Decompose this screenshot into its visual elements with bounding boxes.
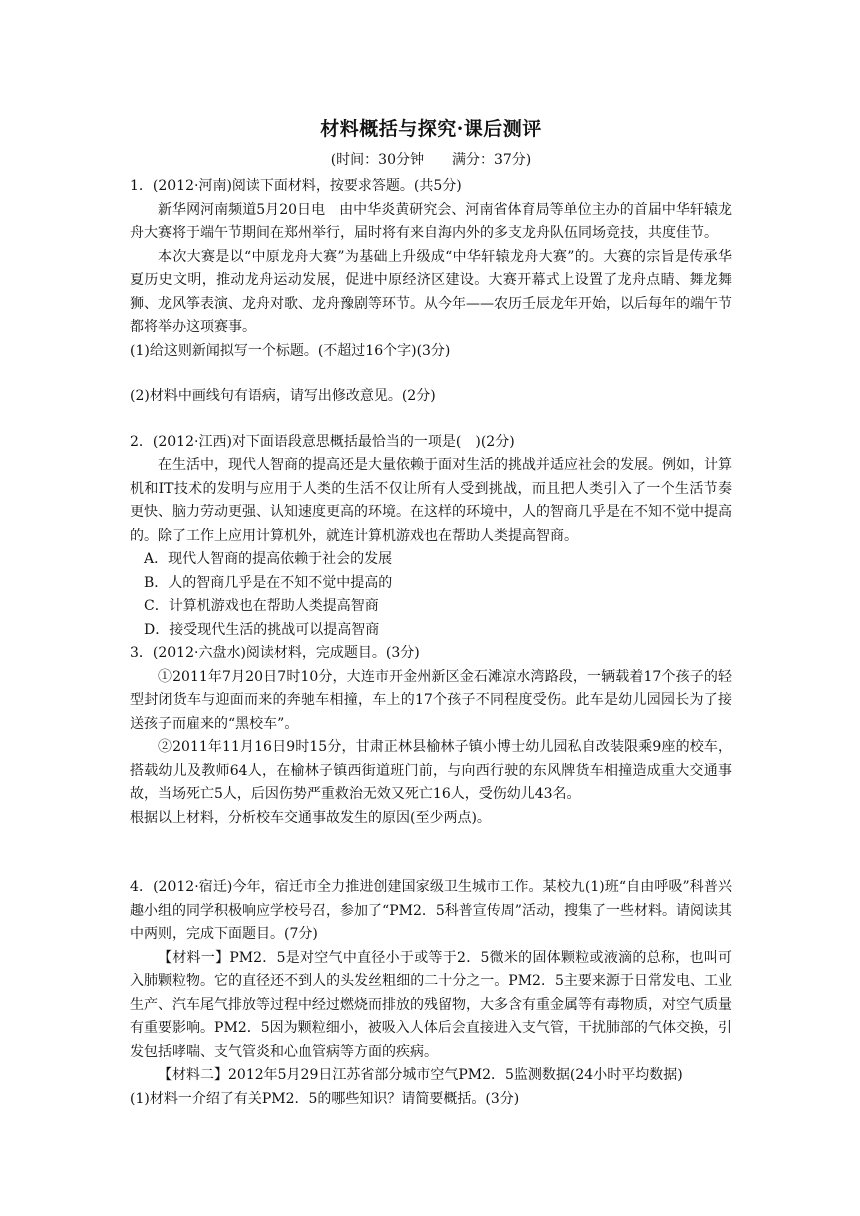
question-1-paragraph-1: 新华网河南频道5月20日电 由中华炎黄研究会、河南省体育局等单位主办的首届中华轩辕龙舟大赛将于端午节期间在郑州举行，届时将有来自海内外的多支龙舟队伍同场竞技，共度佳节。: [130, 201, 732, 241]
question-4: [130, 876, 732, 1111]
question-2-head: 2．(2012·江西)对下面语段意思概括最恰当的一项是( )(2分): [130, 433, 515, 450]
question-3-head: 3．(2012·六盘水)阅读材料，完成题目。(3分): [130, 645, 420, 661]
question-1-paragraph-2: 本次大赛是以“中原龙舟大赛”为基础上升级成“中华轩辕龙舟大赛”的。大赛的宗旨是传承华夏历史文明，推动龙舟运动发展，促进中原经济区建设。大赛开幕式上设置了龙舟点睛、舞龙舞狮、龙风筝表演、龙舟对歌、龙舟豫剧等环节。从今年——农历壬辰龙年开始，以后每年的端午节都将举办这项赛事。: [130, 248, 732, 335]
page-title: 材料概括与探究·课后测评: [320, 118, 542, 140]
question-4-head: 4．(2012·宿迁)今年，宿迁市全力推进创建国家级卫生城市工作。某校九(1)班“自由呼吸”科普兴趣小组的同学积极响应学校号召，参加了“PM2．5科普宣传周”活动，搜集了一些材料。请阅读其中两则，完成下面题目。(7分): [130, 879, 732, 942]
exam-time-score: (时间：30分钟 满分：37分): [330, 152, 532, 168]
question-1-head: 1．(2012·河南)阅读下面材料，按要求答题。(共5分): [130, 178, 462, 194]
option-c: C．计算机游戏也在帮助人类提高智商: [144, 598, 379, 614]
option-b: B．人的智商几乎是在不知不觉中提高的: [144, 574, 393, 591]
question-1: [130, 175, 732, 431]
answer-space: [130, 363, 732, 385]
question-4-material-1: 【材料一】PM2．5是对空气中直径小于或等于2．5微米的固体颗粒或液滴的总称，也叫可入肺颗粒物。它的直径还不到人的头发丝粗细的二十分之一。PM2．5主要来源于日常发电、工业生产、汽车尾气排放等过程中经过燃烧而排放的残留物，大多含有重金属等有毒物质，对空气质量有重要影响。PM2．5因为颗粒细小，被吸入人体后会直接进入支气管，干扰肺部的气体交换，引发包括哮喘、支气管炎和心血管病等方面的疾病。: [130, 949, 732, 1060]
option-d: D．接受现代生活的挑战可以提高智商: [144, 621, 380, 638]
question-3: [130, 642, 732, 876]
question-2: [130, 431, 732, 643]
question-3-ask: 根据以上材料，分析校车交通事故发生的原因(至少两点)。: [130, 809, 491, 826]
question-4-material-2: 【材料二】2012年5月29日江苏省部分城市空气PM2．5监测数据(24小时平均数据): [158, 1067, 683, 1083]
question-4-sub-1: (1)材料一介绍了有关PM2．5的哪些知识？请简要概括。(3分): [130, 1090, 520, 1107]
answer-space: [130, 409, 732, 431]
answer-space: [130, 830, 732, 876]
question-1-sub-2: (2)材料中画线句有语病，请写出修改意见。(2分): [130, 388, 436, 404]
option-a: A．现代人智商的提高依赖于社会的发展: [144, 551, 393, 567]
question-1-sub-1: (1)给这则新闻拟写一个标题。(不超过16个字)(3分): [130, 342, 451, 359]
question-3-paragraph-1: ①2011年7月20日7时10分，大连市开金州新区金石滩凉水湾路段，一辆载着17个孩子的轻型封闭货车与迎面而来的奔驰车相撞，车上的17个孩子不同程度受伤。此车是幼儿园园长为了接送孩子而雇来的“黑校车”。: [130, 668, 732, 732]
question-3-paragraph-2: ②2011年11月16日9时15分，甘肃正林县榆林子镇小博士幼儿园私自改装限乘9座的校车，搭载幼儿及教师64人，在榆林子镇西街道班门前，与向西行驶的东风牌货车相撞造成重大交通事故，当场死亡5人，后因伤势严重救治无效又死亡16人，受伤幼儿43名。: [130, 739, 732, 802]
question-2-paragraph: 在生活中，现代人智商的提高还是大量依赖于面对生活的挑战并适应社会的发展。例如，计算机和IT技术的发明与应用于人类的生活不仅让所有人受到挑战，而且把人类引入了一个生活节奏更快、脑力劳动更强、认知速度更高的环境。在这样的环境中，人的智商几乎是在不知不觉中提高的。除了工作上应用计算机外，就连计算机游戏也在帮助人类提高智商。: [130, 457, 732, 544]
